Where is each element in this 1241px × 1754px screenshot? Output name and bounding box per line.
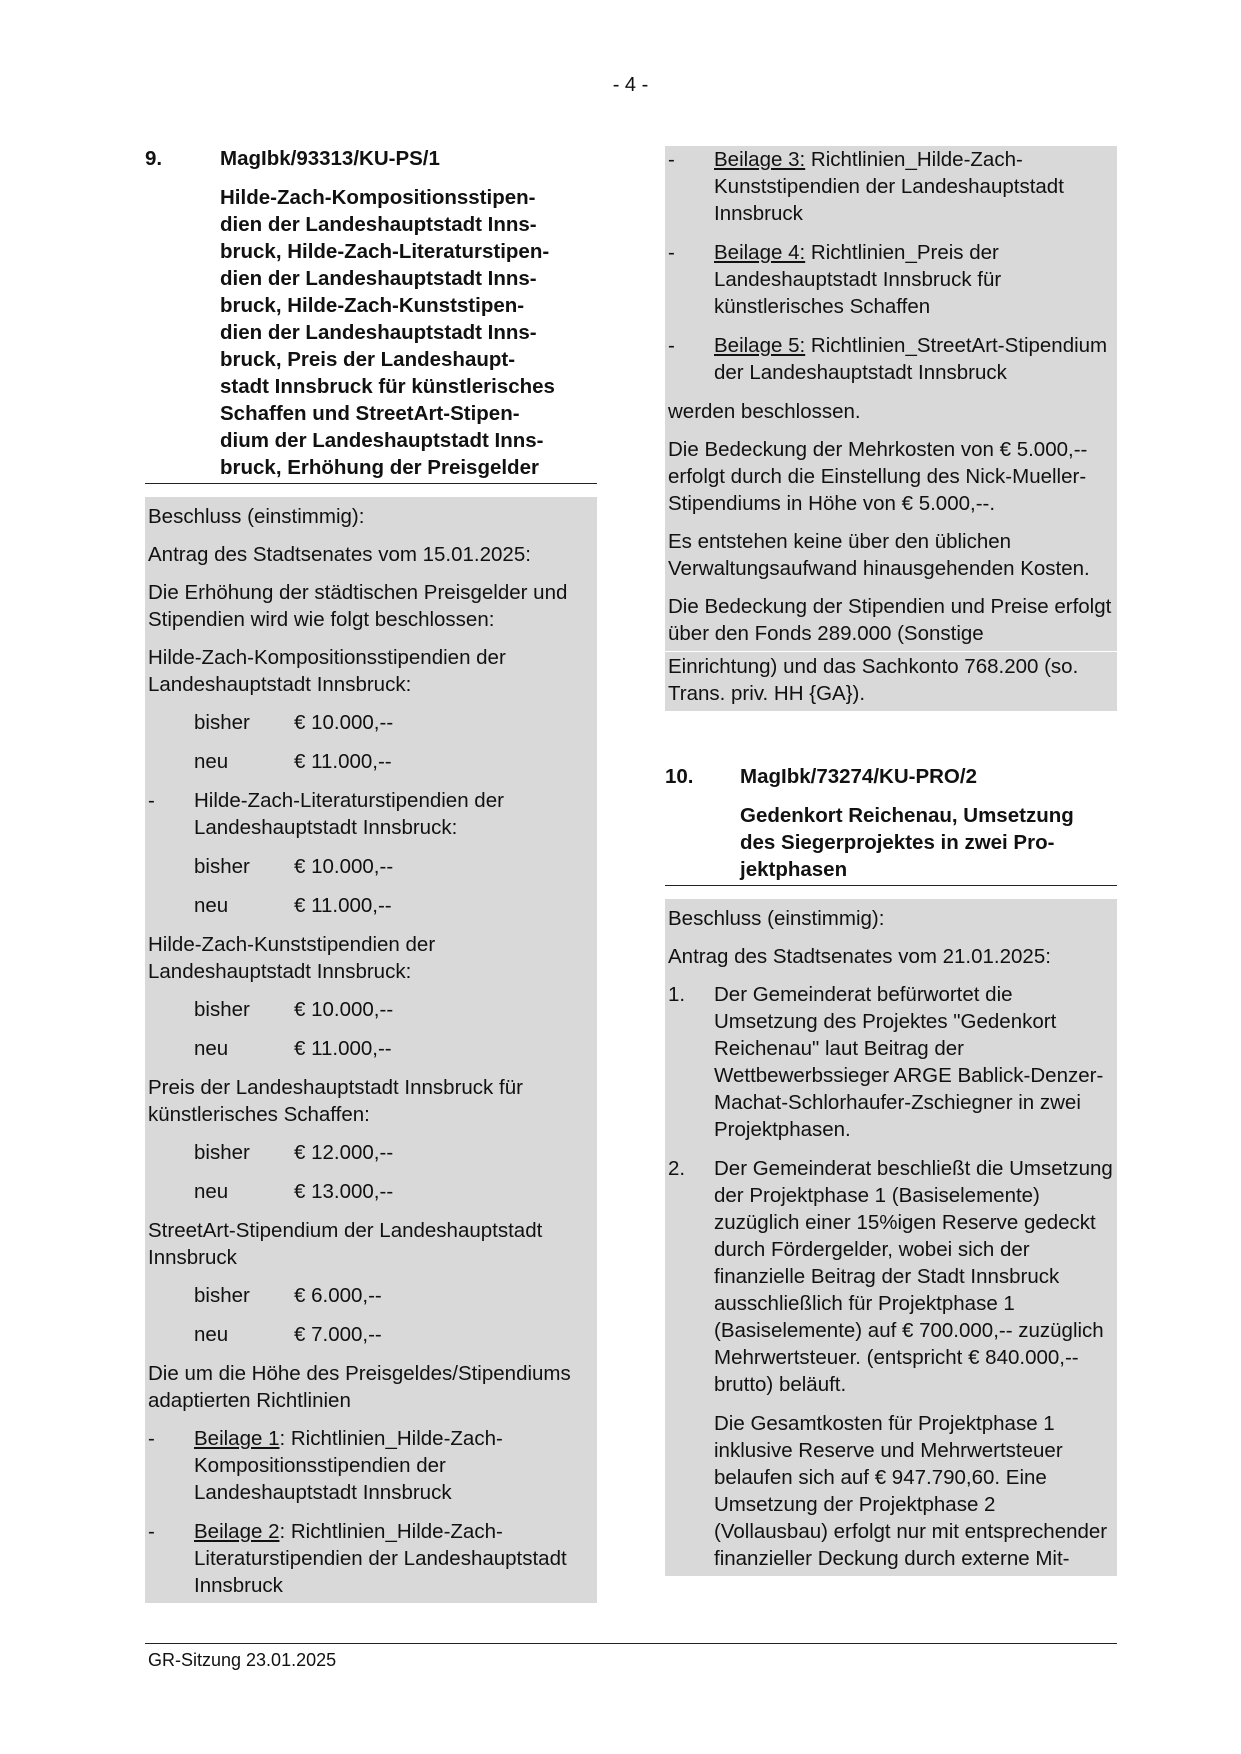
title-line: des Siegerprojektes in zwei Pro- [740,831,1055,854]
bedeckung-stipendien-cont: Einrichtung) und das Sachkonto 768.200 (so. Trans. priv. HH {GA}). [668,655,1079,705]
item10-number: 10. [665,765,694,788]
item9-reference: MagIbk/93313/KU-PS/1 [220,147,440,170]
amount-label: neu [194,1037,229,1060]
item9-body-continued [665,146,1117,651]
beilage-text [194,1518,594,1599]
title-line: dien der Landeshauptstadt Inns- [220,267,537,290]
amount-value: € 7.000,-- [294,1323,382,1346]
footer-text: GR-Sitzung 23.01.2025 [148,1650,337,1670]
dash-marker: - [148,789,155,812]
category-2 [148,787,594,841]
left-column [145,145,597,1603]
amount-label: neu [194,894,229,917]
beilage-desc: Richtlinien_Preis der Landeshauptstadt Innsbruck für künstlerisches Schaffen [714,241,1002,318]
item10-body [665,899,1117,1576]
beilage-label: Beilage 2 [194,1520,280,1543]
item9-body-end [665,651,1117,711]
title-line: Gedenkort Reichenau, Umsetzung [740,804,1074,827]
intro: Die Erhöhung der städtischen Preisgelder und Stipendien wird wie folgt beschlossen: [148,581,568,631]
beilage-text [714,332,1114,386]
item10-reference: MagIbk/73274/KU-PRO/2 [740,765,977,788]
amount-value: € 10.000,-- [294,855,394,878]
amount-value: € 10.000,-- [294,711,394,734]
amount-value: € 11.000,-- [294,1037,392,1060]
beschlossen: werden beschlossen. [668,400,861,423]
item9-header [145,145,597,172]
point-number: 1. [668,983,686,1006]
category-5: StreetArt-Stipendium der Landeshauptstadt Innsbruck [148,1219,543,1269]
category-text: Hilde-Zach-Literaturstipendien der Landeshauptstadt Innsbruck: [194,789,504,839]
beilage-desc: Richtlinien_StreetArt-Stipendium der Landeshauptstadt Innsbruck [714,334,1108,384]
amount-value: € 11.000,-- [294,750,392,773]
amount-label: bisher [194,711,250,734]
dash-marker: - [668,148,675,171]
beilage-desc: : Richtlinien_Hilde-Zach-Kompositionsstipendien der Landeshauptstadt Innsbruck [194,1427,503,1504]
beilage-label: Beilage 1 [194,1427,280,1450]
category-3: Hilde-Zach-Kunststipendien der Landeshauptstadt Innsbruck: [148,933,436,983]
amount-value: € 11.000,-- [294,894,392,917]
amount-label: bisher [194,1141,250,1164]
amount-value: € 12.000,-- [294,1141,394,1164]
beilage-text [714,146,1114,227]
beilage-label: Beilage 3: [714,148,806,171]
richtlinien-intro: Die um die Höhe des Preisgeldes/Stipendiums adaptierten Richtlinien [148,1362,571,1412]
amount-value: € 13.000,-- [294,1180,394,1203]
item10-title [740,802,1117,883]
point-2 [668,1155,1114,1398]
beilage-label: Beilage 4: [714,241,806,264]
amount-row [194,748,594,775]
antrag: Antrag des Stadtsenates vom 15.01.2025: [148,543,531,566]
amount-row [194,1035,594,1062]
item9-number: 9. [145,147,163,170]
page-number: - 4 - [612,74,649,96]
item9-title [220,184,597,481]
beschluss: Beschluss (einstimmig): [148,505,365,528]
item10-header [665,763,1117,790]
title-line: dium der Landeshauptstadt Inns- [220,429,544,452]
point-text: Der Gemeinderat beschließt die Umsetzung der Projektphase 1 (Basiselemente) zuzüglich einer 15%igen Reserve gedeckt durch Fördergelder, wobei sich der finanzielle Beitrag der Stadt Innsbruck ausschließlich für Projektphase 1 (Basiselemente) auf € 700.000,-- zuzüglich Mehrwertsteuer. (entspricht € 840.000,-- brutto) beläuft. [714,1157,1113,1396]
point-2-continuation: Die Gesamtkosten für Projektphase 1 inklusive Reserve und Mehrwertsteuer belaufen sich auf € 947.790,60. Eine Umsetzung der Projektphase 2 (Vollausbau) erfolgt nur mit entsprechender finanzieller Deckung durch externe Mit- [714,1412,1108,1570]
beilage-2 [148,1518,594,1599]
beilage-text [194,1425,594,1506]
beilage-4 [668,239,1114,320]
title-line: bruck, Preis der Landeshaupt- [220,348,516,371]
amount-label: neu [194,750,229,773]
amount-label: bisher [194,855,250,878]
dash-marker: - [668,241,675,264]
point-1 [668,981,1114,1143]
amount-label: neu [194,1180,229,1203]
footer-rule [145,1643,1117,1644]
category-1: Hilde-Zach-Kompositionsstipendien der Landeshauptstadt Innsbruck: [148,646,506,696]
amount-row [194,996,594,1023]
title-line: stadt Innsbruck für künstlerisches [220,375,555,398]
beilage-5 [668,332,1114,386]
title-line: bruck, Erhöhung der Preisgelder [220,456,539,479]
item9-title-block [145,184,597,484]
amount-row [194,1282,594,1309]
title-line: jektphasen [740,858,848,881]
title-line: Hilde-Zach-Kompositionsstipen- [220,186,536,209]
item10-title-block [665,802,1117,886]
antrag: Antrag des Stadtsenates vom 21.01.2025: [668,945,1051,968]
amount-row [194,1178,594,1205]
amount-value: € 6.000,-- [294,1284,382,1307]
point-number: 2. [668,1157,686,1180]
dash-marker: - [668,334,675,357]
beilage-1 [148,1425,594,1506]
dash-marker: - [148,1427,155,1450]
title-line: dien der Landeshauptstadt Inns- [220,321,537,344]
dash-marker: - [148,1520,155,1543]
category-4: Preis der Landeshauptstadt Innsbruck für künstlerisches Schaffen: [148,1076,523,1126]
beilage-text [714,239,1114,320]
right-column [665,146,1117,1576]
kosten-hinweis: Es entstehen keine über den üblichen Verwaltungsaufwand hinausgehenden Kosten. [668,530,1090,580]
amount-row [194,892,594,919]
beschluss: Beschluss (einstimmig): [668,907,885,930]
beilage-3 [668,146,1114,227]
amount-row [194,1139,594,1166]
amount-label: neu [194,1323,229,1346]
amount-label: bisher [194,1284,250,1307]
item9-body [145,497,597,1603]
bedeckung-stipendien: Die Bedeckung der Stipendien und Preise erfolgt über den Fonds 289.000 (Sonstige [668,595,1112,645]
beilage-desc: : Richtlinien_Hilde-Zach-Literaturstipendien der Landeshauptstadt Innsbruck [194,1520,567,1597]
point-text: Der Gemeinderat befürwortet die Umsetzung des Projektes "Gedenkort Reichenau" laut Beitrag der Wettbewerbssieger ARGE Bablick-Denzer-Machat-Schlorhaufer-Zschiegner in zwei Projektphasen. [714,983,1104,1141]
title-line: bruck, Hilde-Zach-Literaturstipen- [220,240,550,263]
amount-row [194,709,594,736]
beilage-label: Beilage 5: [714,334,806,357]
amount-row [194,1321,594,1348]
beilage-desc: Richtlinien_Hilde-Zach-Kunststipendien der Landeshauptstadt Innsbruck [714,148,1064,225]
title-line: dien der Landeshauptstadt Inns- [220,213,537,236]
title-line: bruck, Hilde-Zach-Kunststipen- [220,294,525,317]
amount-label: bisher [194,998,250,1021]
amount-row [194,853,594,880]
amount-value: € 10.000,-- [294,998,394,1021]
bedeckung-mehrkosten: Die Bedeckung der Mehrkosten von € 5.000,-- erfolgt durch die Einstellung des Nick-Mueller-Stipendiums in Höhe von € 5.000,--. [668,438,1088,515]
title-line: Schaffen und StreetArt-Stipen- [220,402,520,425]
